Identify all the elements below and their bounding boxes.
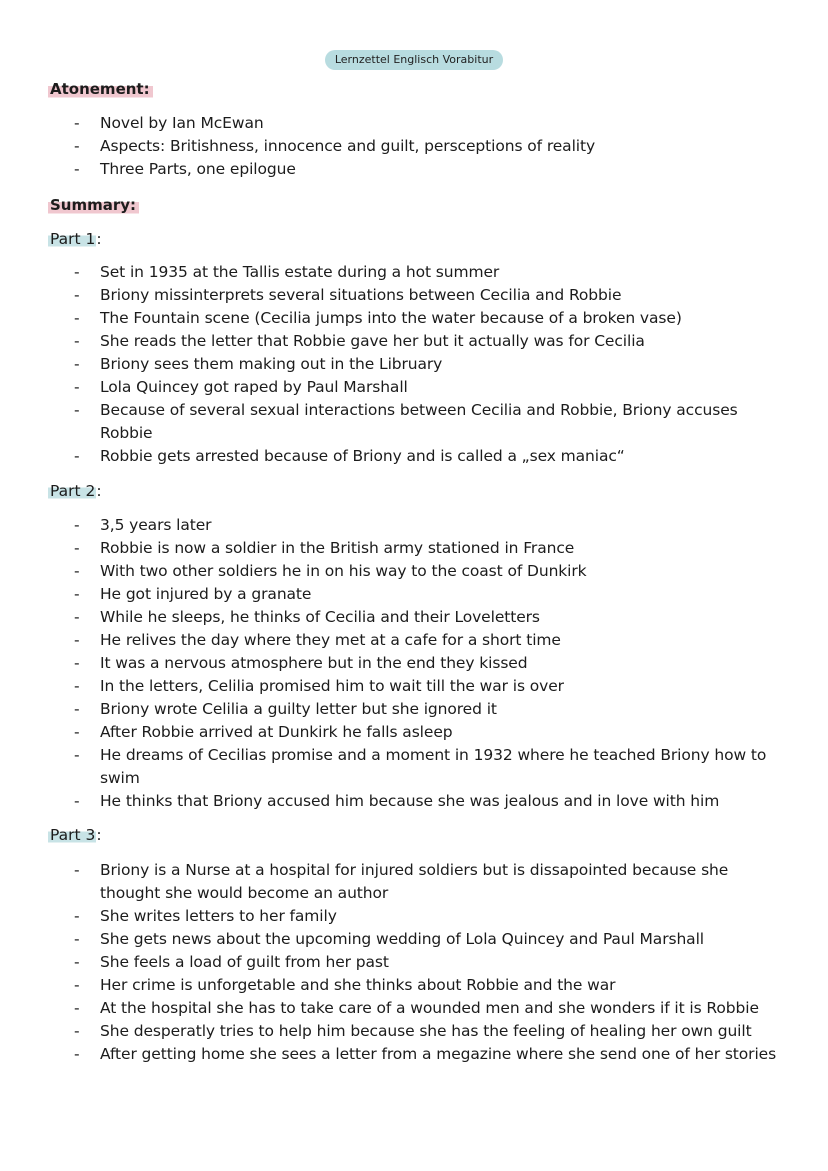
summary-heading: Summary: bbox=[48, 195, 139, 215]
document-title: Atonement: bbox=[48, 79, 153, 99]
list-item: - Robbie gets arrested because of Briony and is called a „sex maniac“ bbox=[0, 445, 828, 468]
list-item: - With two other soldiers he in on his way to the coast of Dunkirk bbox=[0, 560, 828, 583]
header-area bbox=[0, 48, 828, 70]
intro-list bbox=[0, 112, 828, 181]
list-item: - In the letters, Celilia promised him to wait till the war is over bbox=[0, 675, 828, 698]
list-item: - Aspects: Britishness, innocence and guilt, persceptions of reality bbox=[0, 135, 828, 158]
list-item: - Briony missinterprets several situations between Cecilia and Robbie bbox=[0, 284, 828, 307]
list-item: - Because of several sexual interactions between Cecilia and Robbie, Briony accuses Robbie bbox=[0, 399, 828, 445]
list-item: - She desperatly tries to help him because she has the feeling of healing her own guilt bbox=[0, 1020, 828, 1043]
list-item: - She reads the letter that Robbie gave her but it actually was for Cecilia bbox=[0, 330, 828, 353]
list-item: - He dreams of Cecilias promise and a moment in 1932 where he teached Briony how to swim bbox=[0, 744, 828, 790]
list-item: - Briony wrote Celilia a guilty letter but she ignored it bbox=[0, 698, 828, 721]
part-1-heading: Part 1: bbox=[50, 230, 102, 248]
list-item: - Briony is a Nurse at a hospital for injured soldiers but is dissapointed because she thought she would become an author bbox=[0, 859, 828, 905]
list-item: - Novel by Ian McEwan bbox=[0, 112, 828, 135]
part-2-heading: Part 2: bbox=[50, 482, 102, 500]
part-3-heading: Part 3: bbox=[50, 826, 102, 844]
list-item: - It was a nervous atmosphere but in the end they kissed bbox=[0, 652, 828, 675]
list-item: - She feels a load of guilt from her past bbox=[0, 951, 828, 974]
list-item: - She gets news about the upcoming wedding of Lola Quincey and Paul Marshall bbox=[0, 928, 828, 951]
list-item: - She writes letters to her family bbox=[0, 905, 828, 928]
list-item: - Robbie is now a soldier in the British army stationed in France bbox=[0, 537, 828, 560]
list-item: - Set in 1935 at the Tallis estate during a hot summer bbox=[0, 261, 828, 284]
list-item: - The Fountain scene (Cecilia jumps into the water because of a broken vase) bbox=[0, 307, 828, 330]
list-item: - After Robbie arrived at Dunkirk he falls asleep bbox=[0, 721, 828, 744]
list-item: - 3,5 years later bbox=[0, 514, 828, 537]
list-item: - Briony sees them making out in the Libruary bbox=[0, 353, 828, 376]
part-1-label: Part 1 bbox=[50, 230, 96, 248]
header-badge: Lernzettel Englisch Vorabitur bbox=[325, 50, 503, 70]
part-2-list bbox=[0, 514, 828, 813]
part-3-list bbox=[0, 859, 828, 1066]
part-2-label: Part 2 bbox=[50, 482, 96, 500]
list-item: - Three Parts, one epilogue bbox=[0, 158, 828, 181]
list-item: - Lola Quincey got raped by Paul Marshall bbox=[0, 376, 828, 399]
part-3-label: Part 3 bbox=[50, 826, 96, 844]
list-item: - He relives the day where they met at a cafe for a short time bbox=[0, 629, 828, 652]
list-item: - At the hospital she has to take care of a wounded men and she wonders if it is Robbie bbox=[0, 997, 828, 1020]
part-1-list bbox=[0, 261, 828, 468]
list-item: - Her crime is unforgetable and she thinks about Robbie and the war bbox=[0, 974, 828, 997]
list-item: - He got injured by a granate bbox=[0, 583, 828, 606]
list-item: - While he sleeps, he thinks of Cecilia and their Loveletters bbox=[0, 606, 828, 629]
list-item: - He thinks that Briony accused him because she was jealous and in love with him bbox=[0, 790, 828, 813]
list-item: - After getting home she sees a letter from a megazine where she send one of her stories bbox=[0, 1043, 828, 1066]
